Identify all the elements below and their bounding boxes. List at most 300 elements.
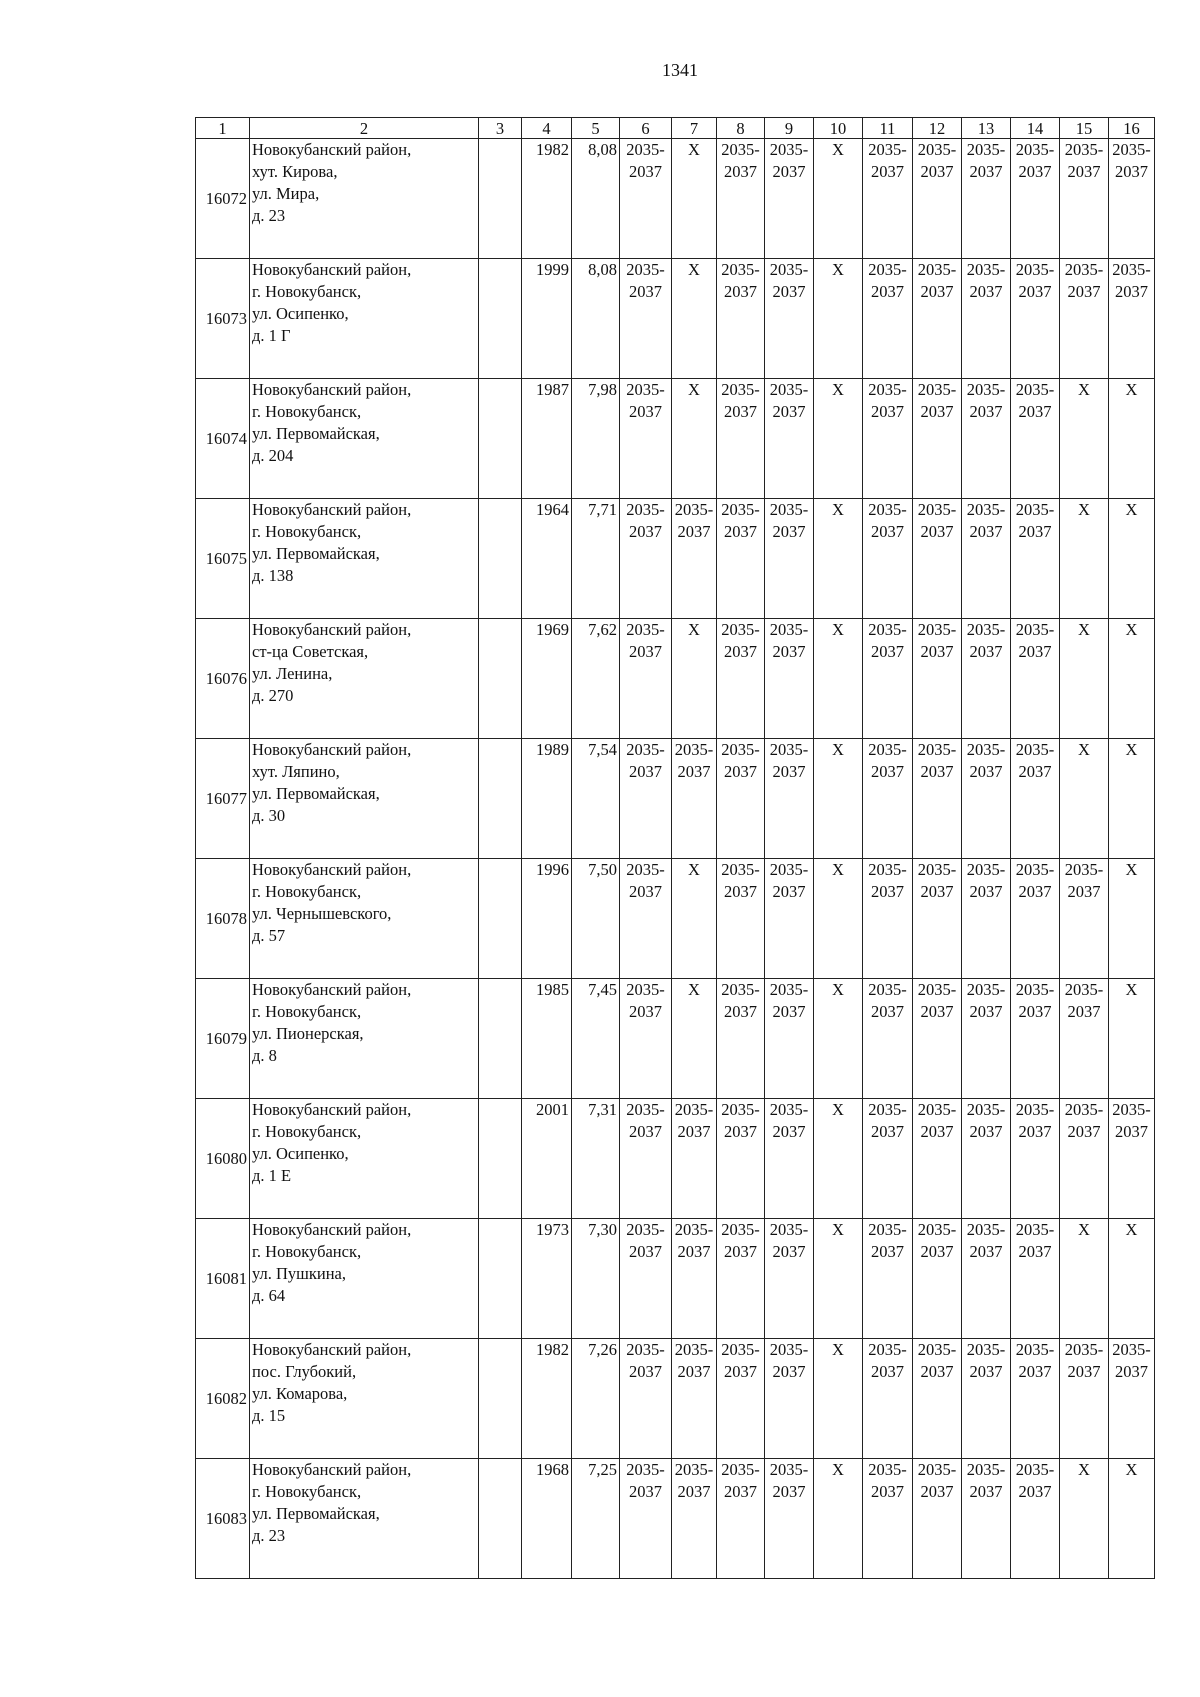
x-mark-cell: X bbox=[672, 139, 717, 259]
column-header: 1 bbox=[196, 118, 250, 139]
period-line: 2035- bbox=[917, 140, 957, 159]
x-mark-cell: X bbox=[814, 1459, 863, 1579]
period-line: 2037 bbox=[871, 762, 904, 781]
period-cell bbox=[863, 499, 913, 619]
period-line: 2035- bbox=[917, 620, 957, 639]
column-header: 14 bbox=[1011, 118, 1060, 139]
period-line: 2035- bbox=[769, 1460, 809, 1479]
record-id: 16081 bbox=[196, 1219, 250, 1339]
period-cell bbox=[913, 1459, 962, 1579]
period-line: 2037 bbox=[772, 762, 806, 781]
period-cell bbox=[962, 979, 1011, 1099]
address-line: ул. Комарова, bbox=[252, 1384, 348, 1403]
period-cell bbox=[620, 1099, 672, 1219]
period-line: 2037 bbox=[1018, 762, 1052, 781]
address-line: ул. Ленина, bbox=[252, 664, 333, 683]
period-cell bbox=[863, 1459, 913, 1579]
address-line: ст-ца Советская, bbox=[252, 642, 369, 661]
period-cell bbox=[765, 1219, 814, 1339]
period-cell bbox=[1011, 739, 1060, 859]
period-cell bbox=[863, 619, 913, 739]
period-cell bbox=[620, 739, 672, 859]
year-cell: 1987 bbox=[522, 379, 572, 499]
address-line: ул. Первомайская, bbox=[252, 1504, 380, 1523]
address-cell bbox=[250, 1219, 479, 1339]
address-line: Новокубанский район, bbox=[252, 500, 412, 519]
x-mark-cell: X bbox=[1060, 379, 1109, 499]
year-cell: 1968 bbox=[522, 1459, 572, 1579]
value-cell: 7,71 bbox=[572, 499, 620, 619]
period-line: 2035- bbox=[769, 740, 809, 759]
period-line: 2037 bbox=[677, 1362, 711, 1381]
period-line: 2035- bbox=[626, 740, 665, 759]
year-cell: 1969 bbox=[522, 619, 572, 739]
period-line: 2035- bbox=[769, 1340, 809, 1359]
period-line: 2035- bbox=[1112, 1340, 1151, 1359]
period-line: 2037 bbox=[629, 1242, 662, 1261]
period-line: 2037 bbox=[724, 282, 757, 301]
period-line: 2037 bbox=[772, 402, 806, 421]
table-row bbox=[196, 739, 1155, 859]
table-row bbox=[196, 1339, 1155, 1459]
period-line: 2037 bbox=[677, 762, 711, 781]
period-cell bbox=[717, 1219, 765, 1339]
period-line: 2037 bbox=[772, 1122, 806, 1141]
address-line: хут. Кирова, bbox=[252, 162, 338, 181]
record-id: 16077 bbox=[196, 739, 250, 859]
x-mark-cell: X bbox=[814, 1339, 863, 1459]
record-id: 16076 bbox=[196, 619, 250, 739]
period-line: 2037 bbox=[1018, 1242, 1052, 1261]
period-line: 2035- bbox=[626, 620, 665, 639]
period-cell bbox=[765, 619, 814, 739]
address-line: д. 204 bbox=[252, 446, 294, 465]
period-line: 2035- bbox=[721, 740, 760, 759]
column-header: 12 bbox=[913, 118, 962, 139]
year-cell: 1989 bbox=[522, 739, 572, 859]
x-mark-cell: X bbox=[814, 499, 863, 619]
period-line: 2037 bbox=[1018, 162, 1052, 181]
period-line: 2037 bbox=[920, 1362, 954, 1381]
period-line: 2035- bbox=[721, 140, 760, 159]
period-line: 2035- bbox=[966, 1220, 1006, 1239]
period-line: 2037 bbox=[1067, 1362, 1101, 1381]
period-cell bbox=[913, 979, 962, 1099]
period-line: 2037 bbox=[724, 762, 757, 781]
year-cell: 1999 bbox=[522, 259, 572, 379]
period-line: 2035- bbox=[917, 1100, 957, 1119]
period-line: 2037 bbox=[871, 1362, 904, 1381]
register-table bbox=[195, 117, 1155, 1579]
period-cell bbox=[672, 1339, 717, 1459]
address-line: Новокубанский район, bbox=[252, 620, 412, 639]
period-cell bbox=[1011, 139, 1060, 259]
period-line: 2037 bbox=[871, 162, 904, 181]
period-line: 2035- bbox=[917, 380, 957, 399]
address-line: Новокубанский район, bbox=[252, 980, 412, 999]
period-line: 2035- bbox=[626, 860, 665, 879]
period-line: 2037 bbox=[1067, 162, 1101, 181]
period-line: 2037 bbox=[969, 882, 1003, 901]
address-cell bbox=[250, 139, 479, 259]
period-cell bbox=[1011, 1339, 1060, 1459]
period-line: 2037 bbox=[871, 882, 904, 901]
period-cell bbox=[1011, 1459, 1060, 1579]
x-mark-cell: X bbox=[814, 259, 863, 379]
table-row bbox=[196, 859, 1155, 979]
period-line: 2037 bbox=[969, 1362, 1003, 1381]
period-line: 2035- bbox=[1064, 1340, 1104, 1359]
address-line: Новокубанский район, bbox=[252, 260, 412, 279]
period-cell bbox=[913, 379, 962, 499]
record-id: 16072 bbox=[196, 139, 250, 259]
address-cell bbox=[250, 739, 479, 859]
x-mark-cell: X bbox=[1109, 499, 1155, 619]
period-cell bbox=[1011, 499, 1060, 619]
period-cell bbox=[962, 739, 1011, 859]
period-cell bbox=[717, 259, 765, 379]
period-line: 2035- bbox=[674, 1340, 714, 1359]
column-3-cell bbox=[479, 1219, 522, 1339]
address-line: г. Новокубанск, bbox=[252, 1002, 362, 1021]
period-line: 2035- bbox=[1064, 260, 1104, 279]
period-line: 2035- bbox=[1112, 1100, 1151, 1119]
period-line: 2035- bbox=[1015, 380, 1055, 399]
x-mark-cell: X bbox=[1109, 979, 1155, 1099]
period-line: 2037 bbox=[871, 282, 904, 301]
period-line: 2037 bbox=[1115, 282, 1148, 301]
period-line: 2035- bbox=[868, 380, 907, 399]
period-cell bbox=[1060, 259, 1109, 379]
period-cell bbox=[1011, 379, 1060, 499]
x-mark-cell: X bbox=[814, 979, 863, 1099]
period-line: 2037 bbox=[772, 1362, 806, 1381]
period-cell bbox=[620, 379, 672, 499]
period-line: 2037 bbox=[1018, 1362, 1052, 1381]
period-cell bbox=[672, 1219, 717, 1339]
address-line: г. Новокубанск, bbox=[252, 402, 362, 421]
period-line: 2037 bbox=[920, 1242, 954, 1261]
column-3-cell bbox=[479, 1339, 522, 1459]
period-line: 2035- bbox=[868, 500, 907, 519]
period-cell bbox=[765, 1339, 814, 1459]
period-line: 2037 bbox=[629, 642, 662, 661]
period-line: 2037 bbox=[724, 642, 757, 661]
period-cell bbox=[620, 1339, 672, 1459]
period-line: 2035- bbox=[966, 500, 1006, 519]
period-line: 2037 bbox=[871, 1002, 904, 1021]
period-line: 2035- bbox=[868, 620, 907, 639]
address-line: ул. Первомайская, bbox=[252, 784, 380, 803]
period-line: 2035- bbox=[868, 1460, 907, 1479]
period-line: 2035- bbox=[674, 500, 714, 519]
period-line: 2035- bbox=[868, 1220, 907, 1239]
period-line: 2035- bbox=[1015, 1220, 1055, 1239]
period-cell bbox=[962, 139, 1011, 259]
period-cell bbox=[863, 859, 913, 979]
period-line: 2035- bbox=[626, 1460, 665, 1479]
period-cell bbox=[962, 619, 1011, 739]
period-cell bbox=[620, 859, 672, 979]
period-cell bbox=[717, 139, 765, 259]
period-line: 2035- bbox=[868, 980, 907, 999]
period-cell bbox=[962, 859, 1011, 979]
period-cell bbox=[620, 139, 672, 259]
period-cell bbox=[717, 499, 765, 619]
address-line: ул. Чернышевского, bbox=[252, 904, 392, 923]
period-line: 2037 bbox=[920, 162, 954, 181]
period-line: 2037 bbox=[871, 402, 904, 421]
period-line: 2037 bbox=[920, 1002, 954, 1021]
table-row bbox=[196, 259, 1155, 379]
period-line: 2037 bbox=[969, 522, 1003, 541]
period-line: 2037 bbox=[677, 1122, 711, 1141]
value-cell: 7,31 bbox=[572, 1099, 620, 1219]
table-row bbox=[196, 619, 1155, 739]
period-line: 2035- bbox=[868, 1340, 907, 1359]
address-cell bbox=[250, 1099, 479, 1219]
period-cell bbox=[1060, 1339, 1109, 1459]
period-cell bbox=[672, 499, 717, 619]
x-mark-cell: X bbox=[672, 619, 717, 739]
value-cell: 7,45 bbox=[572, 979, 620, 1099]
period-line: 2035- bbox=[721, 620, 760, 639]
address-line: Новокубанский район, bbox=[252, 740, 412, 759]
address-line: д. 23 bbox=[252, 1526, 286, 1545]
record-id: 16079 bbox=[196, 979, 250, 1099]
address-cell bbox=[250, 619, 479, 739]
address-line: ул. Пушкина, bbox=[252, 1264, 347, 1283]
period-line: 2035- bbox=[966, 980, 1006, 999]
value-cell: 7,30 bbox=[572, 1219, 620, 1339]
table-row bbox=[196, 1219, 1155, 1339]
period-cell bbox=[863, 259, 913, 379]
period-line: 2035- bbox=[1015, 1340, 1055, 1359]
period-line: 2037 bbox=[772, 522, 806, 541]
period-line: 2037 bbox=[871, 1242, 904, 1261]
period-cell bbox=[672, 1099, 717, 1219]
address-line: ул. Первомайская, bbox=[252, 424, 380, 443]
period-cell bbox=[765, 859, 814, 979]
period-line: 2037 bbox=[969, 1002, 1003, 1021]
address-line: д. 64 bbox=[252, 1286, 286, 1305]
period-cell bbox=[717, 739, 765, 859]
address-line: д. 8 bbox=[252, 1046, 277, 1065]
period-cell bbox=[863, 1339, 913, 1459]
period-line: 2035- bbox=[917, 500, 957, 519]
period-cell bbox=[717, 379, 765, 499]
period-line: 2035- bbox=[1064, 140, 1104, 159]
period-cell bbox=[1011, 259, 1060, 379]
period-cell bbox=[717, 979, 765, 1099]
address-line: д. 30 bbox=[252, 806, 286, 825]
period-cell bbox=[765, 1459, 814, 1579]
period-line: 2037 bbox=[969, 1242, 1003, 1261]
period-line: 2035- bbox=[626, 380, 665, 399]
period-line: 2035- bbox=[868, 860, 907, 879]
period-line: 2035- bbox=[674, 1100, 714, 1119]
period-line: 2035- bbox=[917, 740, 957, 759]
period-line: 2035- bbox=[721, 260, 760, 279]
period-cell bbox=[1060, 1099, 1109, 1219]
period-line: 2037 bbox=[920, 522, 954, 541]
address-line: пос. Глубокий, bbox=[252, 1362, 357, 1381]
period-line: 2035- bbox=[917, 980, 957, 999]
period-cell bbox=[913, 1099, 962, 1219]
address-line: Новокубанский район, bbox=[252, 1220, 412, 1239]
period-line: 2035- bbox=[721, 1340, 760, 1359]
table-row bbox=[196, 379, 1155, 499]
period-line: 2037 bbox=[920, 402, 954, 421]
address-cell bbox=[250, 859, 479, 979]
address-line: г. Новокубанск, bbox=[252, 1122, 362, 1141]
period-line: 2037 bbox=[920, 642, 954, 661]
period-line: 2037 bbox=[1018, 282, 1052, 301]
period-line: 2037 bbox=[629, 1002, 662, 1021]
period-line: 2037 bbox=[629, 282, 662, 301]
period-line: 2035- bbox=[1015, 980, 1055, 999]
address-cell bbox=[250, 499, 479, 619]
column-3-cell bbox=[479, 619, 522, 739]
period-line: 2037 bbox=[629, 162, 662, 181]
period-cell bbox=[863, 1219, 913, 1339]
period-line: 2037 bbox=[772, 642, 806, 661]
year-cell: 1996 bbox=[522, 859, 572, 979]
period-line: 2035- bbox=[917, 1340, 957, 1359]
period-line: 2037 bbox=[772, 1482, 806, 1501]
period-line: 2037 bbox=[920, 762, 954, 781]
period-line: 2035- bbox=[966, 260, 1006, 279]
table-row bbox=[196, 499, 1155, 619]
period-cell bbox=[672, 1459, 717, 1579]
address-line: г. Новокубанск, bbox=[252, 522, 362, 541]
period-line: 2035- bbox=[1015, 620, 1055, 639]
x-mark-cell: X bbox=[814, 739, 863, 859]
period-line: 2035- bbox=[626, 1220, 665, 1239]
period-cell bbox=[717, 1339, 765, 1459]
period-line: 2037 bbox=[724, 1242, 757, 1261]
period-line: 2037 bbox=[1067, 282, 1101, 301]
period-line: 2037 bbox=[772, 1002, 806, 1021]
record-id: 16080 bbox=[196, 1099, 250, 1219]
column-3-cell bbox=[479, 739, 522, 859]
period-line: 2035- bbox=[966, 1100, 1006, 1119]
period-cell bbox=[913, 1219, 962, 1339]
period-cell bbox=[1011, 1099, 1060, 1219]
period-cell bbox=[620, 619, 672, 739]
period-line: 2035- bbox=[674, 1220, 714, 1239]
record-id: 16083 bbox=[196, 1459, 250, 1579]
address-cell bbox=[250, 259, 479, 379]
period-line: 2037 bbox=[871, 522, 904, 541]
period-line: 2035- bbox=[917, 860, 957, 879]
period-line: 2035- bbox=[1064, 1100, 1104, 1119]
period-line: 2037 bbox=[1018, 1122, 1052, 1141]
period-line: 2037 bbox=[724, 1362, 757, 1381]
x-mark-cell: X bbox=[814, 859, 863, 979]
period-line: 2037 bbox=[724, 882, 757, 901]
period-line: 2035- bbox=[868, 1100, 907, 1119]
period-line: 2037 bbox=[920, 882, 954, 901]
column-3-cell bbox=[479, 259, 522, 379]
period-line: 2037 bbox=[724, 162, 757, 181]
record-id: 16082 bbox=[196, 1339, 250, 1459]
period-line: 2037 bbox=[1067, 882, 1101, 901]
period-line: 2035- bbox=[1064, 860, 1104, 879]
x-mark-cell: X bbox=[1109, 1459, 1155, 1579]
period-cell bbox=[1109, 1339, 1155, 1459]
period-line: 2037 bbox=[677, 1482, 711, 1501]
x-mark-cell: X bbox=[1109, 739, 1155, 859]
address-line: д. 57 bbox=[252, 926, 286, 945]
x-mark-cell: X bbox=[1109, 619, 1155, 739]
period-cell bbox=[863, 739, 913, 859]
period-line: 2037 bbox=[772, 282, 806, 301]
address-cell bbox=[250, 1459, 479, 1579]
period-line: 2035- bbox=[769, 860, 809, 879]
address-line: Новокубанский район, bbox=[252, 380, 412, 399]
period-line: 2035- bbox=[721, 380, 760, 399]
period-line: 2035- bbox=[1112, 260, 1151, 279]
table-row bbox=[196, 139, 1155, 259]
period-line: 2035- bbox=[769, 620, 809, 639]
period-cell bbox=[620, 499, 672, 619]
record-id: 16078 bbox=[196, 859, 250, 979]
period-line: 2035- bbox=[674, 1460, 714, 1479]
period-line: 2037 bbox=[871, 642, 904, 661]
period-line: 2035- bbox=[721, 1460, 760, 1479]
x-mark-cell: X bbox=[814, 1099, 863, 1219]
column-3-cell bbox=[479, 1459, 522, 1579]
period-cell bbox=[1011, 979, 1060, 1099]
period-line: 2035- bbox=[721, 980, 760, 999]
x-mark-cell: X bbox=[814, 379, 863, 499]
address-line: д. 138 bbox=[252, 566, 294, 585]
column-header: 5 bbox=[572, 118, 620, 139]
period-line: 2035- bbox=[721, 1220, 760, 1239]
value-cell: 8,08 bbox=[572, 259, 620, 379]
column-header: 3 bbox=[479, 118, 522, 139]
period-cell bbox=[913, 259, 962, 379]
period-cell bbox=[962, 1459, 1011, 1579]
column-header: 9 bbox=[765, 118, 814, 139]
period-line: 2037 bbox=[677, 522, 711, 541]
period-cell bbox=[962, 1099, 1011, 1219]
column-header: 11 bbox=[863, 118, 913, 139]
period-line: 2037 bbox=[969, 1122, 1003, 1141]
period-line: 2035- bbox=[626, 1100, 665, 1119]
period-cell bbox=[620, 259, 672, 379]
year-cell: 1985 bbox=[522, 979, 572, 1099]
year-cell: 2001 bbox=[522, 1099, 572, 1219]
period-line: 2035- bbox=[966, 380, 1006, 399]
address-line: ул. Осипенко, bbox=[252, 304, 349, 323]
column-3-cell bbox=[479, 499, 522, 619]
period-line: 2037 bbox=[1067, 1122, 1101, 1141]
period-line: 2035- bbox=[721, 1100, 760, 1119]
period-line: 2037 bbox=[1115, 1122, 1148, 1141]
period-line: 2037 bbox=[969, 762, 1003, 781]
period-line: 2037 bbox=[629, 522, 662, 541]
period-line: 2035- bbox=[769, 1100, 809, 1119]
table-row bbox=[196, 979, 1155, 1099]
x-mark-cell: X bbox=[672, 979, 717, 1099]
period-line: 2035- bbox=[1015, 740, 1055, 759]
year-cell: 1964 bbox=[522, 499, 572, 619]
column-3-cell bbox=[479, 379, 522, 499]
period-cell bbox=[962, 379, 1011, 499]
column-header: 13 bbox=[962, 118, 1011, 139]
